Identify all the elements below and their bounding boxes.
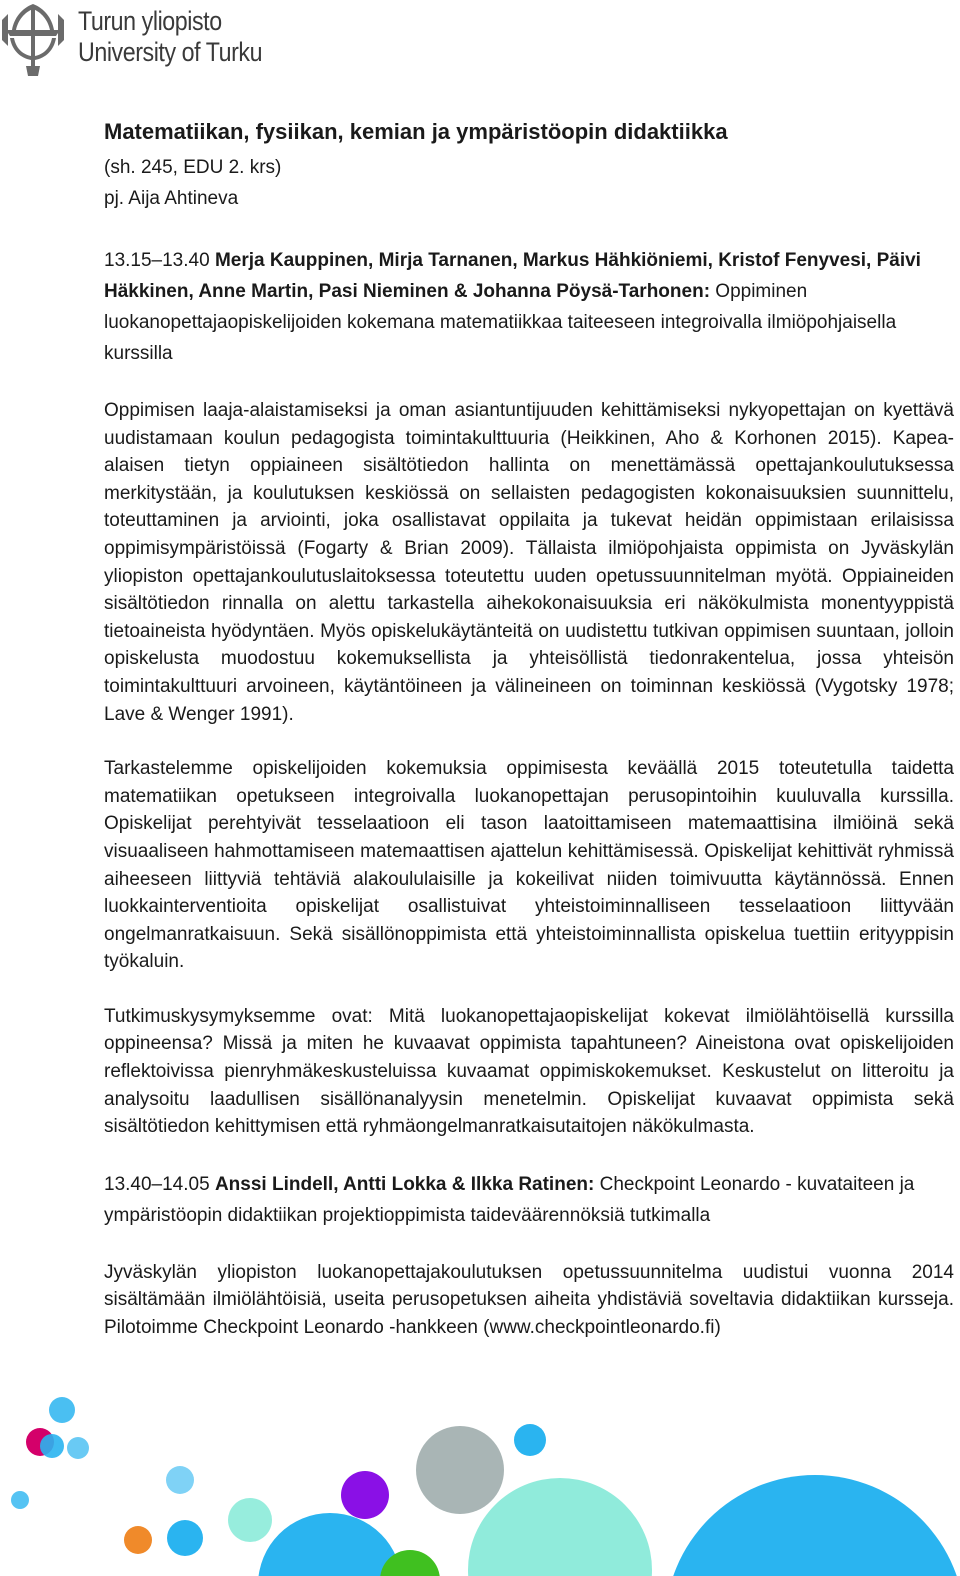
- talk-authors: Anssi Lindell, Antti Lokka & Ilkka Ratinen:: [214, 1173, 595, 1195]
- decor-circle: [167, 1520, 203, 1556]
- logo-wordmark: [78, 6, 292, 68]
- decor-circle: [40, 1434, 64, 1458]
- session-title: Matematiikan, fysiikan, kemian ja ympäristöopin didaktiikka: [104, 119, 728, 144]
- abstract-paragraph: Tarkastelemme opiskelijoiden kokemuksia oppimisesta keväällä 2015 toteutetulla taidetta matematiikan opetukseen integroivalla luokanopettajan perusopintoihin kuuluvalla kurssilla. Opiskelijat perehtyivät tesselaatioon eli tason laatoittamiseen matemaattisina ilmiöinä sekä visuaaliseen hahmottamiseen matemaattisen ajattelun kehittämisessä. Opiskelijat kehittivät ryhmissä aiheeseen liittyviä tehtäviä alakoululaisille ja kokeilivat niiden toimivuutta käytännössä. Ennen luokkainterventioita opiskelijat osallistuivat yhteistoiminnalliseen tesselaatioon liittyvään ongelmanratkaisuun. Sekä sisällönoppimista että yhteistoiminnallista opiskelua tuettiin erityyppisin työkaluin.: [104, 758, 954, 973]
- logo-line-finnish: Turun yliopisto: [78, 6, 222, 36]
- decor-circle: [124, 1526, 152, 1554]
- session-chair: pj. Aija Ahtineva: [104, 188, 239, 209]
- abstract-paragraph: Tutkimuskysymyksemme ovat: Mitä luokanopettajaopiskelijat kokevat ilmiölähtöisellä kurssilla oppineensa? Missä ja miten he kuvaavat oppimista tapahtuneen? Aineistona ovat opiskelijoiden reflektoivissa pienryhmäkeskusteluissa kuvaamat oppimiskokemukset. Keskustelut on litteroitu ja analysoitu laadullisen sisällönanalyysin menetelmin. Opiskelijat kuvaavat oppimista sekä sisältötiedon kehittymisen että ryhmäongelmanratkaisutaitojen näkökulmasta.: [104, 1005, 954, 1138]
- abstract-paragraph: Jyväskylän yliopiston luokanopettajakoulutuksen opetussuunnitelma uudistui vuonna 2014 sisältämään ilmiölähtöisiä, useita perusopetuksen aiheita yhdistäviä soveltavia didaktiikan kursseja. Pilotoimme Checkpoint Leonardo -hankkeen (www.checkpointleonardo.fi): [104, 1261, 954, 1339]
- talk-heading: [104, 245, 954, 369]
- university-logo: [0, 0, 280, 80]
- talk-time: 13.15–13.40: [104, 250, 210, 271]
- decor-circle: [49, 1397, 75, 1423]
- decor-circle: [11, 1491, 29, 1509]
- logo-line-english: University of Turku: [78, 37, 263, 67]
- session-room: (sh. 245, EDU 2. krs): [104, 157, 282, 178]
- decor-circle: [228, 1498, 272, 1542]
- talk-time: 13.40–14.05: [104, 1173, 210, 1195]
- decor-circle: [665, 1475, 960, 1576]
- talk-title: Oppiminen luokanopettajaopiskelijoiden kokemana matematiikkaa taiteeseen integroivalla ilmiöpohjaisella kurssilla: [104, 281, 897, 364]
- decorative-circles-footer: [0, 1380, 960, 1576]
- document-body: [104, 118, 954, 1342]
- decor-circle: [258, 1513, 402, 1576]
- decor-circle: [166, 1466, 194, 1494]
- abstract-paragraph: Oppimisen laaja-alaistamiseksi ja oman asiantuntijuuden kehittämiseksi nykyopettajan on kyettävä uudistamaan koulun pedagogista toimintakulttuuria (Heikkinen, Aho & Korhonen 2015). Kapea-alaisen tietyn oppiaineen sisältötiedon hallinta on menettämässä opettajankoulutuksessa merkitystään, ja koulutuksen keskiössä on sellaisten pedagogisten kokonaisuuksien suunnittelu, toteuttaminen ja arviointi, joka osallistavat oppilaita ja tukevat heidän oppimistaan erilaisissa oppimisympäristöissä (Fogarty & Brian 2009). Tällaista ilmiöpohjaista oppimista on Jyväskylän yliopiston opettajankoulutuslaitoksessa toteutettu uuden opetussuunnitelman myötä. Oppiaineiden sisältötiedon rinnalla on alettu tarkastella aihekokonaisuuksia eri näkökulmista monentyyppistä tietoaineista hyödyntäen. Myös opiskelukäytänteitä on uudistettu tutkivan oppimisen suuntaan, jolloin opiskelusta muodostuu kokemuksellista ja yhteisöllistä tiedonrakentelua, jossa yhteisön toimintakulttuuri arvoineen, käytäntöineen ja välineineen on toiminnan keskiössä (Vygotsky 1978; Lave & Wenger 1991).: [104, 400, 954, 725]
- talk-heading: [104, 1169, 954, 1231]
- talk-authors: Merja Kauppinen, Mirja Tarnanen, Markus Hähkiöniemi, Kristof Fenyvesi, Päivi Häkkinen, Anne Martin, Pasi Nieminen & Johanna Pöysä-Tarhonen:: [104, 250, 921, 302]
- decor-circle: [416, 1426, 504, 1514]
- talk-title: Checkpoint Leonardo - kuvataiteen ja ympäristöopin didaktiikan projektioppimista taideväärennöksiä tutkimalla: [104, 1173, 915, 1226]
- university-emblem-icon: [0, 0, 66, 78]
- decor-circle: [67, 1437, 89, 1459]
- decor-circle: [341, 1471, 389, 1519]
- decor-circle: [514, 1424, 546, 1456]
